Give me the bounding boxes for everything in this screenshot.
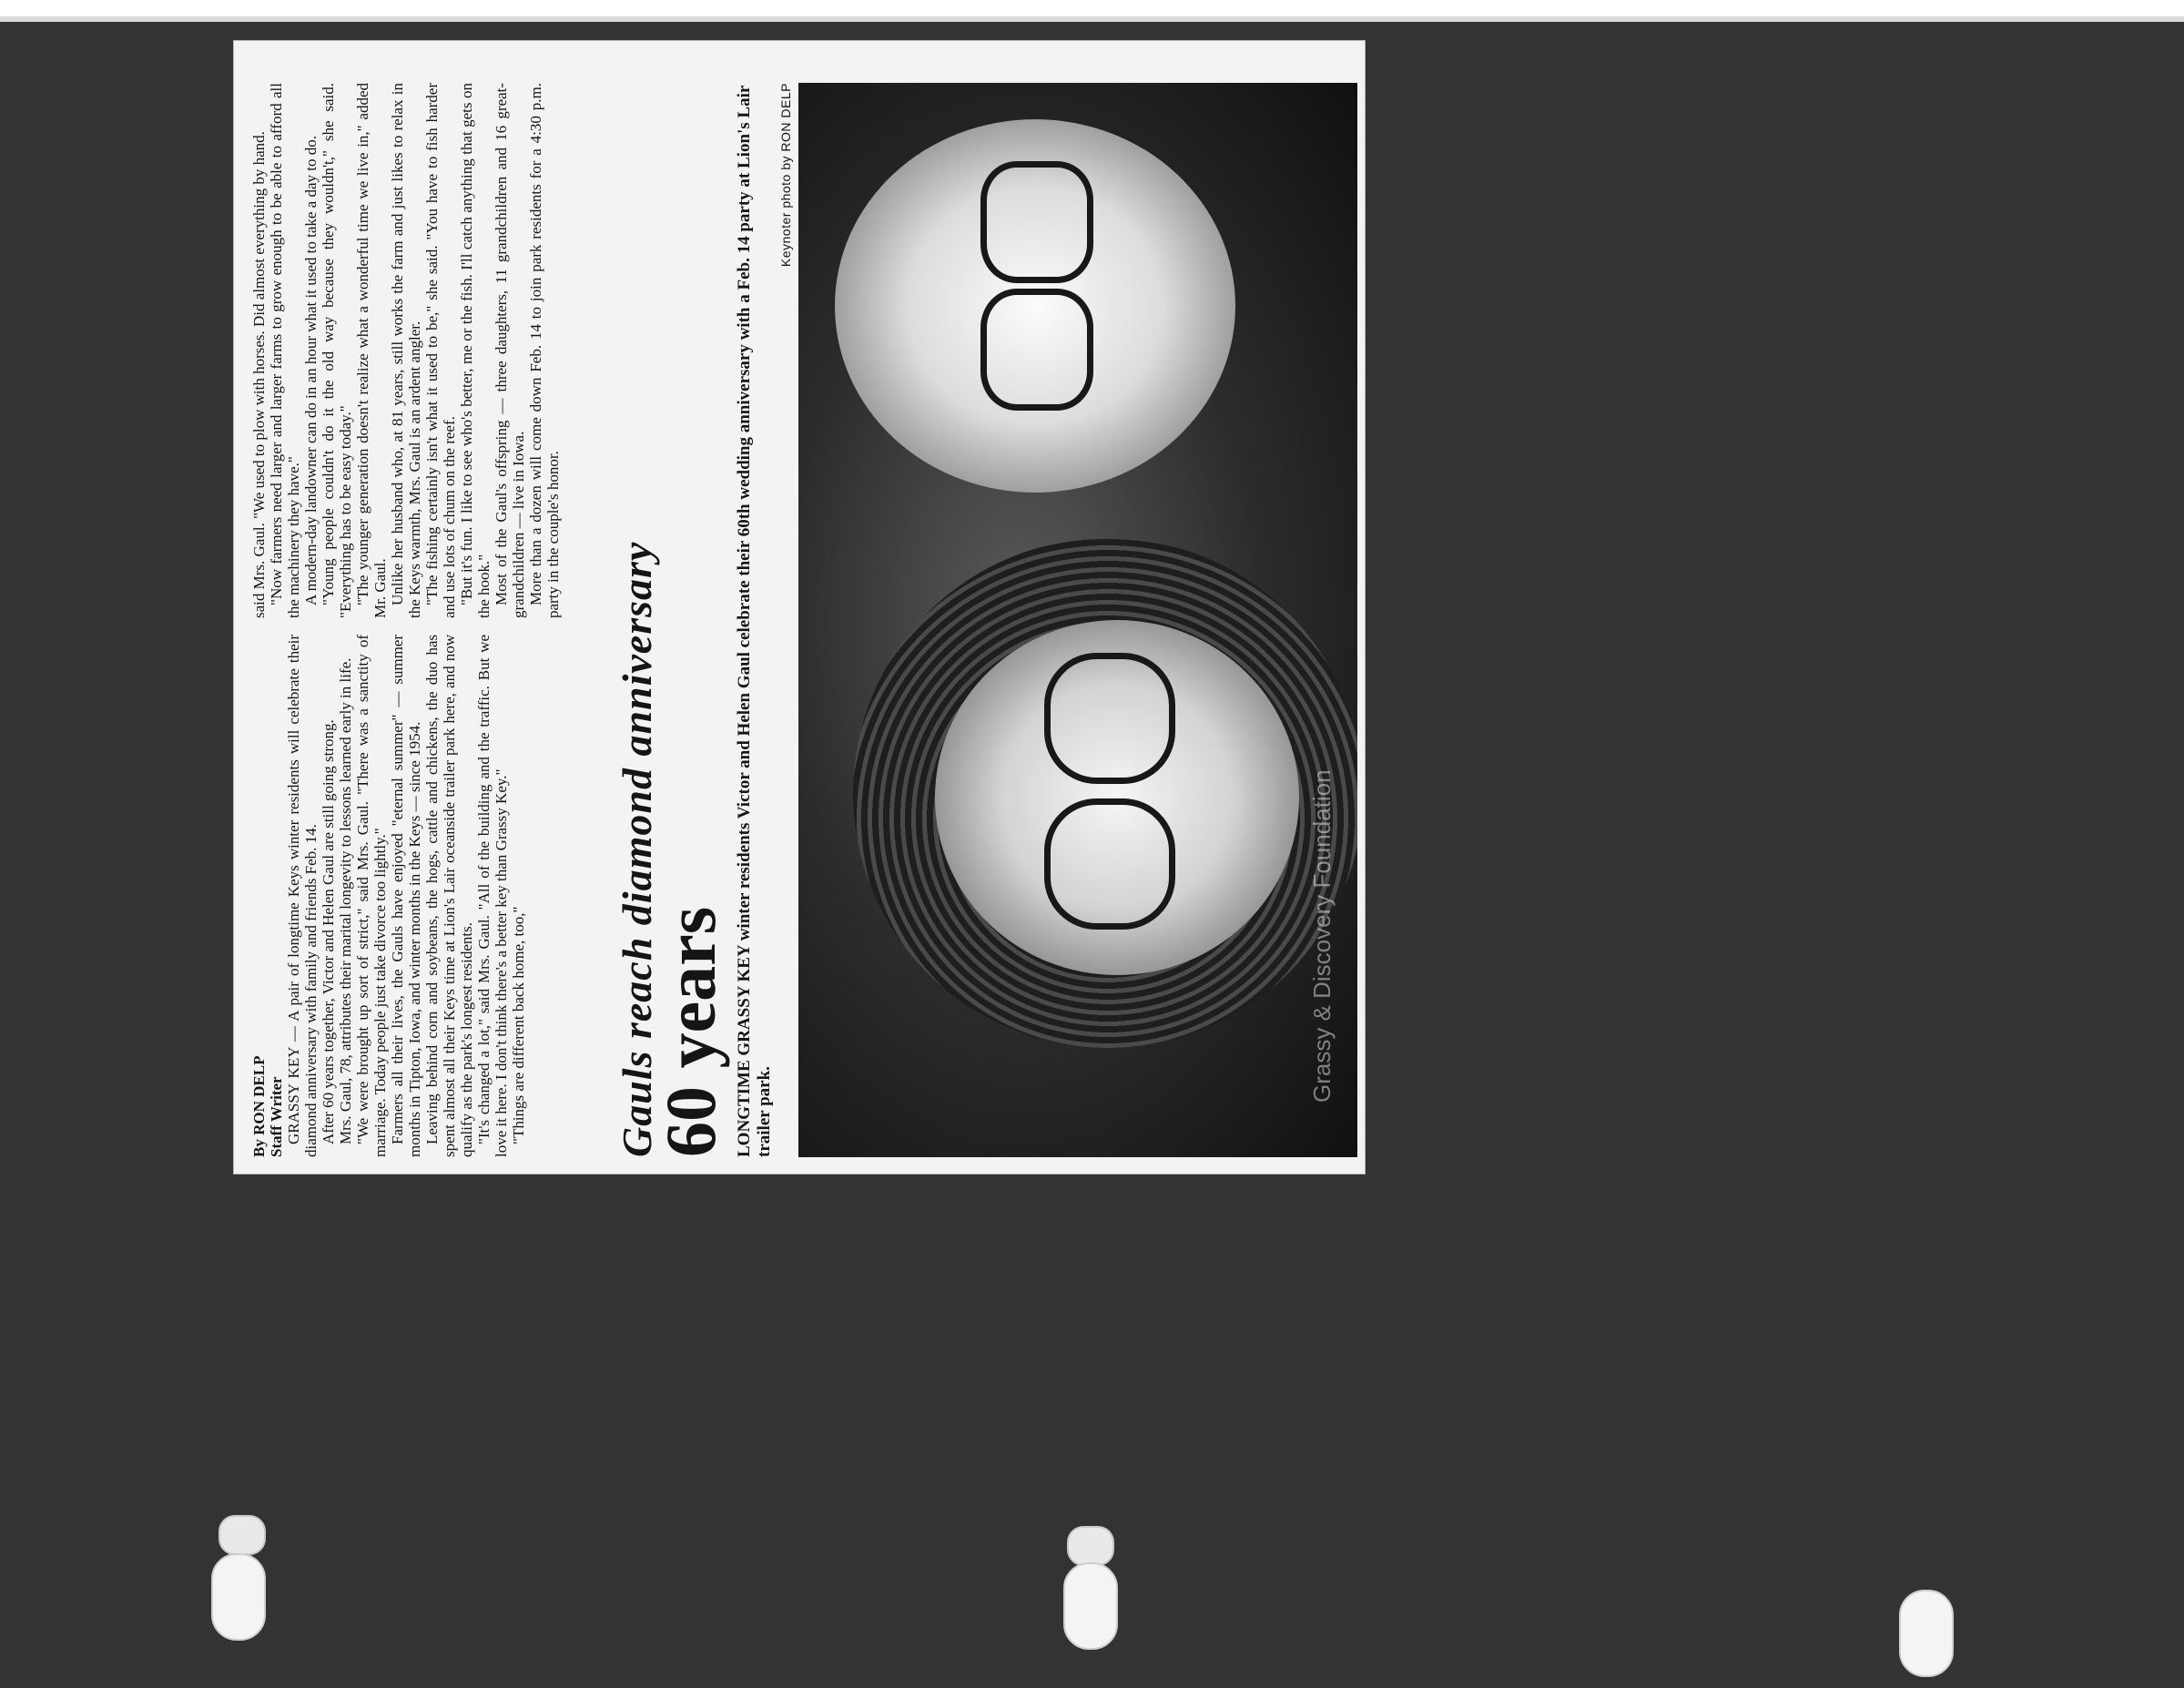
paragraph: "We were brought up sort of strict," said Mrs. Gaul. "There was a sanctity of marriage. Today people just take divorce too lightly." xyxy=(354,635,389,1157)
punch-hole xyxy=(211,1553,266,1641)
paragraph: A modern-day landowner can do in an hour what it used to take a day to do. xyxy=(302,135,320,605)
newspaper-clipping xyxy=(233,40,1366,1174)
paragraph: Mrs. Gaul, 78, attributes their marital longevity to lessons learned early in life. xyxy=(337,657,354,1144)
punch-hole xyxy=(1063,1562,1118,1650)
man-glasses xyxy=(980,161,1093,283)
photo-credit: Keynoter photo by RON DELP xyxy=(778,83,793,268)
paragraph: Farmers all their lives, the Gauls have enjoyed "eternal summer" — summer months in Tipton, Iowa, and winter months in the Keys — since 1954. xyxy=(389,635,423,1157)
couple-photo xyxy=(798,83,1357,1157)
hole-reinforcement-tab xyxy=(1067,1526,1114,1566)
watermark: Grassy & Discovery Foundation xyxy=(1308,769,1336,1103)
paragraph: After 60 years together, Victor and Helen Gaul are still going strong. xyxy=(320,719,337,1144)
paragraph: "Things are different back home, too," xyxy=(510,906,527,1144)
woman-glasses xyxy=(1044,653,1175,784)
punch-hole xyxy=(1899,1590,1954,1677)
byline-author: By RON DELP xyxy=(250,1055,268,1157)
paragraph: Unlike her husband who, at 81 years, still works the farm and just likes to relax in the Keys warmth, Mrs. Gaul is an ardent angler. xyxy=(389,83,423,618)
paragraph: GRASSY KEY — A pair of longtime Keys winter residents will celebrate their diamond anniversary with family and friends Feb. 14. xyxy=(285,635,320,1157)
byline-title: Staff Writer xyxy=(268,1076,285,1157)
headline: 60 years xyxy=(651,906,730,1157)
page-top-edge xyxy=(0,0,2184,27)
hole-reinforcement-tab xyxy=(218,1515,266,1555)
subheadline: Gauls reach diamond anniversary xyxy=(614,541,660,1157)
paragraph: Leaving behind corn and soybeans, the hogs, cattle and chickens, the duo has spent almost all their Keys time at Lion's Lair oceanside trailer park here, and now qualify as the park's longest residents. xyxy=(423,635,475,1157)
man-glasses xyxy=(980,289,1093,411)
paragraph: said Mrs. Gaul. "We used to plow with horses. Did almost everything by hand. xyxy=(250,131,268,618)
paragraph: "The younger generation doesn't realize what a wonderful time we live in," added Mr. Gaul. xyxy=(354,83,389,618)
paragraph: "Young people couldn't do it the old way because they wouldn't," she said. "Everything has to be easy today." xyxy=(320,83,354,618)
paragraph: More than a dozen will come down Feb. 14 to join park residents for a 4:30 p.m. party in the couple's honor. xyxy=(527,83,562,618)
paragraph: "But it's fun. I like to see who's better, me or the fish. I'll catch anything that gets on the hook." xyxy=(458,83,493,618)
paragraph: "The fishing certainly isn't what it used to be," she said. "You have to fish harder and use lots of chum on the reef. xyxy=(423,83,458,618)
paragraph: "Now farmers need larger and larger farms to grow enough to be able to afford all the machinery they have." xyxy=(268,83,302,618)
woman-glasses xyxy=(1044,798,1175,930)
article-column-2 xyxy=(250,83,607,618)
article-column-1 xyxy=(250,635,607,1157)
byline xyxy=(250,635,285,1157)
paragraph: "It's changed a lot," said Mrs. Gaul. "All of the building and the traffic. But we love it here. I don't think there's a better key than Grassy Key." xyxy=(475,635,510,1157)
photo-caption: LONGTIME GRASSY KEY winter residents Victor and Helen Gaul celebrate their 60th wedding anniversary with a Feb. 14 party at Lion's Lair trailer park. xyxy=(735,86,774,1157)
paragraph: Most of the Gaul's offspring — three daughters, 11 grandchildren and 16 great-grandchildren — live in Iowa. xyxy=(493,83,527,618)
